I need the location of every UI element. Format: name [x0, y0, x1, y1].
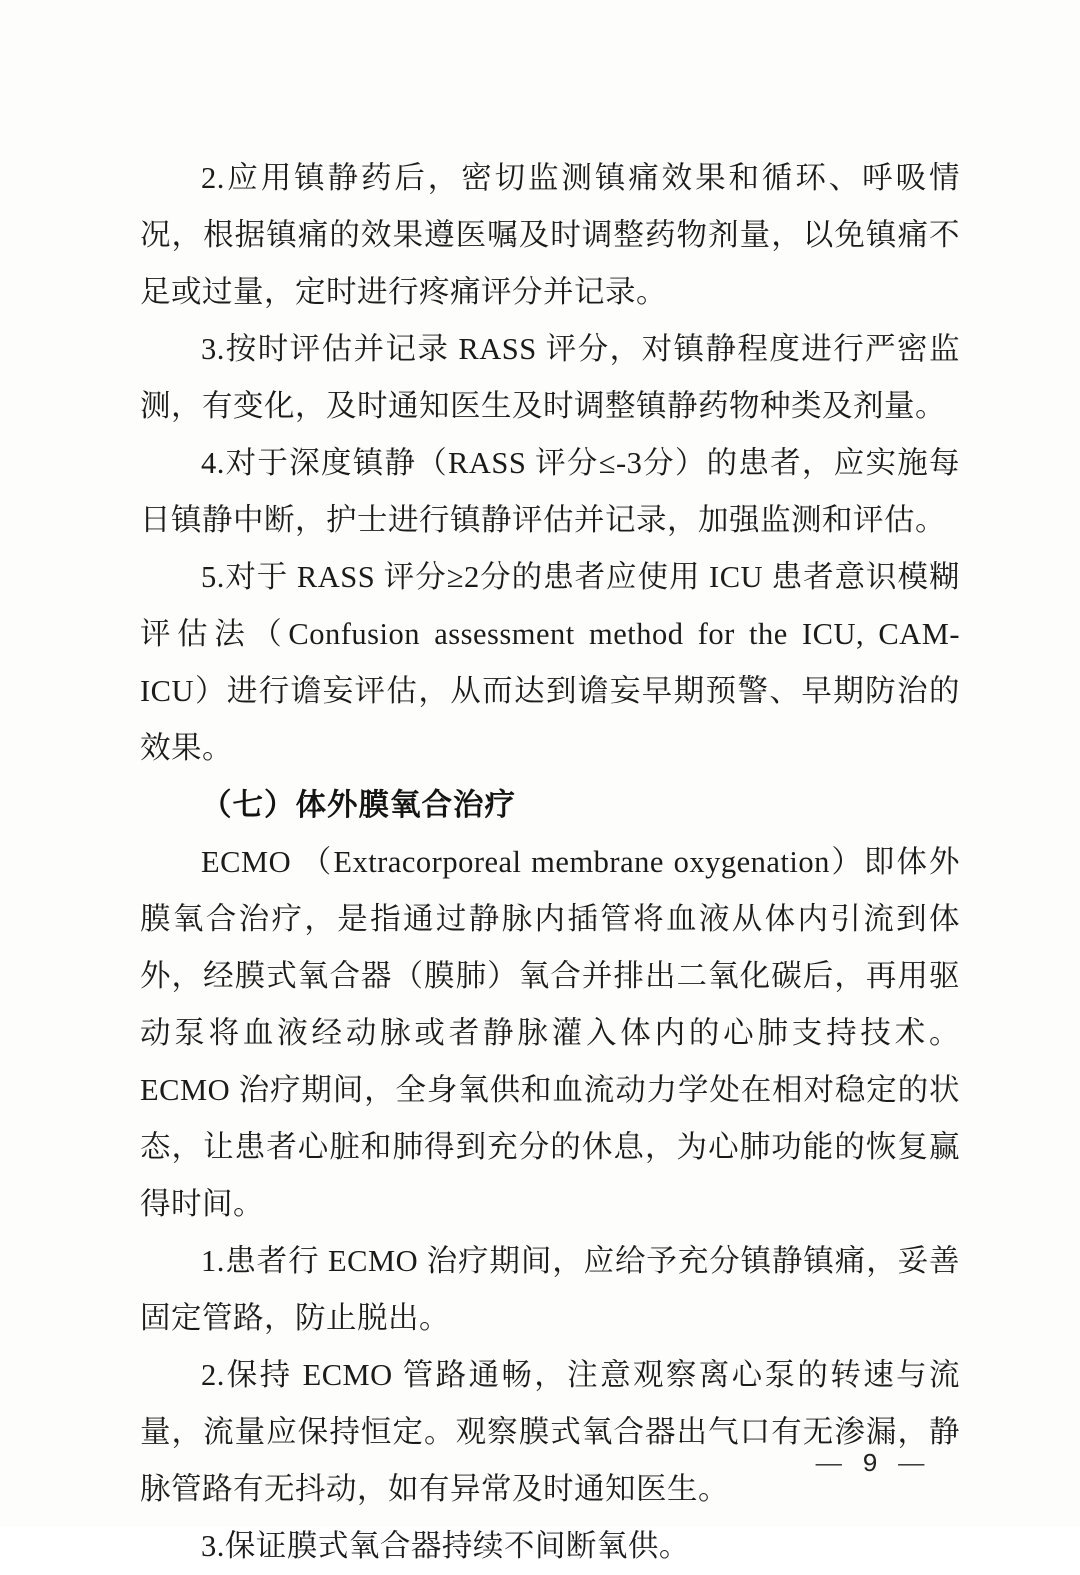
paragraph-ecmo-item-1: 1.患者行 ECMO 治疗期间，应给予充分镇静镇痛，妥善固定管路，防止脱出。 — [140, 1244, 960, 1335]
page-footer — [0, 1448, 1080, 1479]
page-content — [140, 150, 960, 1575]
paragraph-ecmo-intro: ECMO （Extracorporeal membrane oxygenation）即体外膜氧合治疗，是指通过静脉内插管将血液从体内引流到体外，经膜式氧合器（膜肺）氧合并排出二氧化碳后，再用驱动泵将血液经动脉或者静脉灌入体内的心肺支持技术。ECMO 治疗期间，全身氧供和血流动力学处在相对稳定的状态，让患者心脏和肺得到充分的休息，为心肺功能的恢复赢得时间。 — [140, 845, 960, 1221]
paragraph-item-5: 5.对于 RASS 评分≥2分的患者应使用 ICU 患者意识模糊评估法（Confusion assessment method for the ICU, CAM-ICU）进行谵妄评估，从而达到谵妄早期预警、早期防治的效果。 — [140, 560, 960, 765]
footer-dash-right: — — [898, 1448, 925, 1477]
footer-dash-left: — — [815, 1448, 842, 1477]
page-number: 9 — [862, 1449, 878, 1479]
paragraph-ecmo-item-3: 3.保证膜式氧合器持续不间断氧供。 — [201, 1529, 690, 1563]
paragraph-item-4: 4.对于深度镇静（RASS 评分≤-3分）的患者，应实施每日镇静中断，护士进行镇静评估并记录，加强监测和评估。 — [140, 446, 960, 537]
paragraph-item-2: 2.应用镇静药后，密切监测镇痛效果和循环、呼吸情况，根据镇痛的效果遵医嘱及时调整药物剂量，以免镇痛不足或过量，定时进行疼痛评分并记录。 — [140, 161, 960, 309]
paragraph-ecmo-item-2: 2.保持 ECMO 管路通畅，注意观察离心泵的转速与流量，流量应保持恒定。观察膜式氧合器出气口有无渗漏，静脉管路有无抖动，如有异常及时通知医生。 — [140, 1358, 960, 1506]
section-heading-ecmo: （七）体外膜氧合治疗 — [201, 788, 516, 822]
paragraph-item-3: 3.按时评估并记录 RASS 评分，对镇静程度进行严密监测，有变化，及时通知医生及时调整镇静药物种类及剂量。 — [140, 332, 960, 423]
